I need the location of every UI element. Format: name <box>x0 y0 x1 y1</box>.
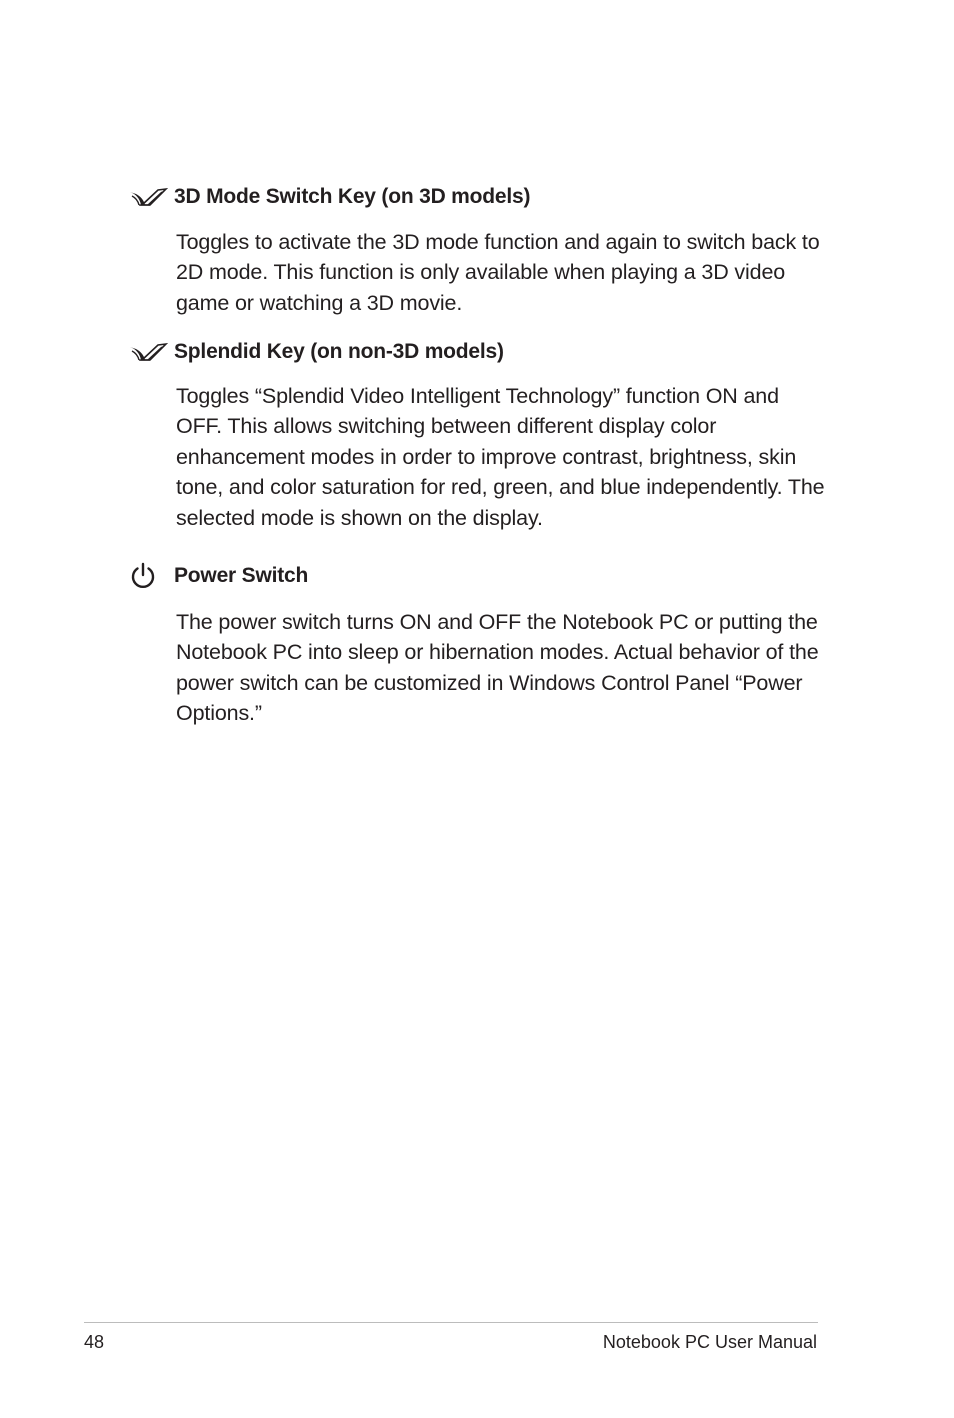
section-heading <box>128 561 828 591</box>
section-3d-mode-switch-key <box>128 182 828 318</box>
section-power-switch <box>128 561 828 729</box>
rog-logo-icon <box>128 182 174 212</box>
power-icon <box>128 561 174 591</box>
manual-title: Notebook PC User Manual <box>602 1332 817 1352</box>
section-splendid-key <box>128 337 828 533</box>
section-body: Toggles “Splendid Video Intelligent Technology” function ON and OFF. This allows switching between different display color enhancement modes in order to improve contrast, brightness, skin tone, and color saturation for red, green, and blue independently. The selected mode is shown on the display. <box>176 384 825 530</box>
section-heading <box>128 182 828 212</box>
section-title: Power Switch <box>174 564 309 587</box>
section-body: Toggles to activate the 3D mode function and again to switch back to 2D mode. This function is only available when playing a 3D video game or watching a 3D movie. <box>176 230 820 315</box>
section-heading <box>128 337 828 367</box>
rog-logo-icon <box>128 337 174 367</box>
page-number: 48 <box>84 1332 105 1352</box>
section-title: Splendid Key (on non-3D models) <box>174 340 504 363</box>
footer-divider <box>84 1322 818 1323</box>
section-title: 3D Mode Switch Key (on 3D models) <box>174 185 531 208</box>
section-body: The power switch turns ON and OFF the Notebook PC or putting the Notebook PC into sleep or hibernation modes. Actual behavior of the power switch can be customized in Windows Control Panel “Power Options.” <box>176 610 819 726</box>
